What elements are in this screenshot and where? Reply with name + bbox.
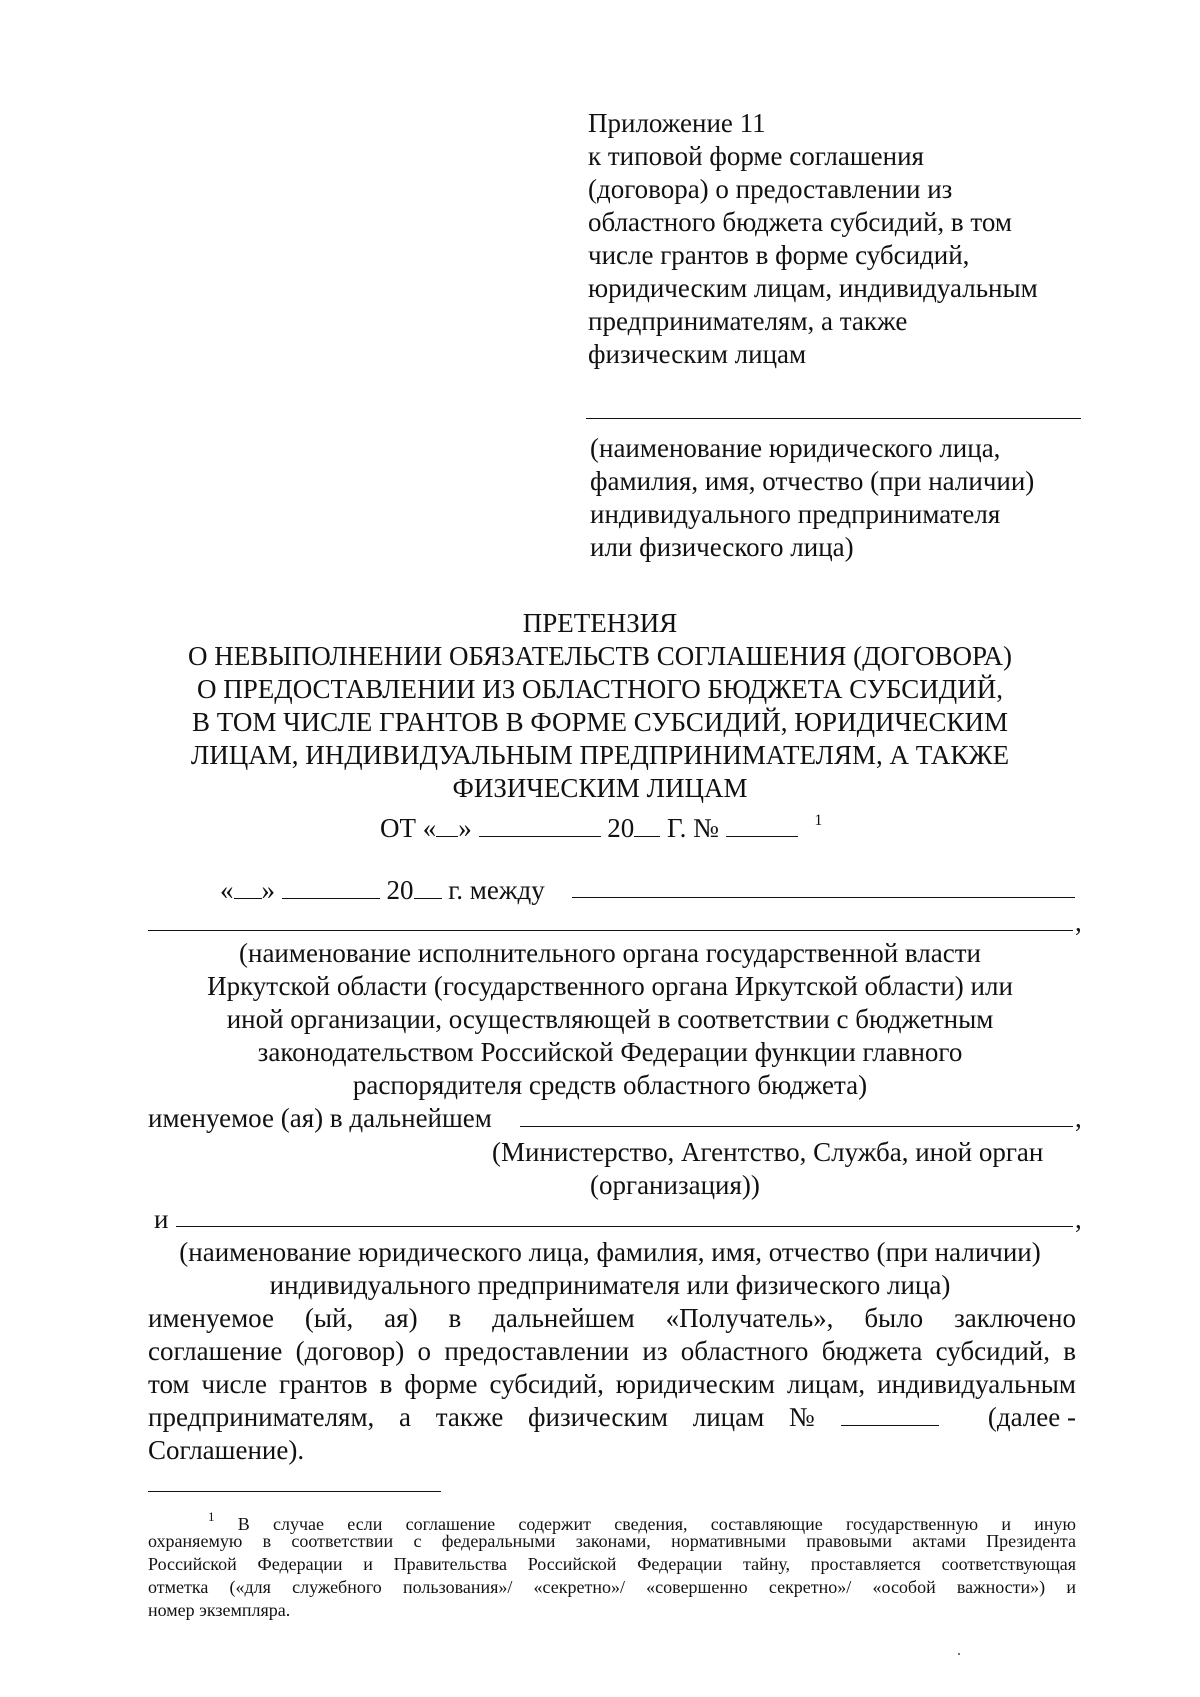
title-line: ПРЕТЕНЗИЯ [522, 608, 678, 638]
title-year-blank [634, 814, 660, 837]
title-year-prefix: 20 [607, 813, 635, 843]
organ-caption-line: законодательством Российской Федерации функции главного [257, 1037, 963, 1067]
paragraph-line: том числе грантов в форме субсидий, юридическим лицам, индивидуальным [148, 1369, 1076, 1399]
and-label: и [154, 1204, 169, 1234]
organ-caption-line: распорядителя средств областного бюджета) [352, 1070, 868, 1100]
paragraph-line-4-right: (далее - [987, 1402, 1076, 1432]
year-prefix: 20 [386, 875, 414, 905]
appendix-line: числе грантов в форме субсидий, [588, 240, 970, 270]
organ-caption-line: иной организации, осуществляющей в соответствии с бюджетным [226, 1004, 994, 1034]
named-blank-line [520, 1126, 1073, 1127]
ministry-caption-line: (организация)) [590, 1170, 760, 1200]
organ-caption-line: (наименование исполнительного органа государственной власти [239, 938, 981, 968]
year-blank [414, 876, 442, 899]
title-number-blank [726, 814, 798, 837]
title-footnote-mark: 1 [814, 812, 823, 829]
comma-mark: , [1075, 1103, 1082, 1133]
comma-mark: , [1075, 907, 1082, 937]
footnote-line: отметка («для служебного пользования»/ «секретно»/ «совершенно секретно»/ «особой важности») и [148, 1577, 1076, 1597]
date-close: » [261, 875, 275, 905]
footnote-line: номер экземпляра. [148, 1600, 291, 1620]
agreement-number-blank [841, 1403, 939, 1426]
party-blank-line-2 [148, 930, 1073, 931]
title-line: О НЕВЫПОЛНЕНИИ ОБЯЗАТЕЛЬСТВ СОГЛАШЕНИЯ (ДОГОВОРА) [187, 641, 1013, 671]
appendix-line: Приложение 11 [588, 108, 766, 138]
title-date-close: » [458, 813, 472, 843]
month-blank [282, 876, 380, 899]
recipient-caption-line: индивидуального предпринимателя или физического лица) [269, 1270, 951, 1300]
appendix-line: предпринимателям, а также [588, 306, 908, 336]
title-date-line [380, 806, 822, 845]
title-month-blank [479, 814, 601, 837]
footnote-mark: 1 [208, 1509, 215, 1524]
addressee-caption-line: или физического лица) [590, 532, 854, 562]
appendix-line: юридическим лицам, индивидуальным [588, 273, 1038, 303]
title-date-open: ОТ « [380, 813, 437, 843]
paragraph-last-line: Соглашение). [148, 1435, 305, 1465]
addressee-blank-line [586, 418, 1081, 419]
appendix-line: (договора) о предоставлении из [588, 174, 953, 204]
addressee-caption-line: (наименование юридического лица, [590, 433, 1001, 463]
addressee-caption-line: фамилия, имя, отчество (при наличии) [590, 466, 1035, 496]
appendix-line: областного бюджета субсидий, в том [588, 207, 1012, 237]
recipient-blank-line [176, 1226, 1073, 1227]
day-blank [234, 876, 262, 899]
paragraph-line: соглашение (договор) о предоставлении из областного бюджета субсидий, в [148, 1336, 1076, 1366]
title-line: ФИЗИЧЕСКИМ ЛИЦАМ [452, 773, 748, 803]
paragraph-line-4-left: предпринимателям, а также физическим лицам № [148, 1402, 815, 1432]
footnote-separator [148, 1491, 441, 1492]
appendix-line: физическим лицам [588, 339, 807, 369]
addressee-caption-line: индивидуального предпринимателя [590, 499, 1001, 529]
agreement-date-line [220, 874, 545, 907]
comma-mark: , [1075, 1204, 1082, 1234]
footnote-line-text: В случае если соглашение содержит сведения, составляющие государственную и иную [237, 1514, 1076, 1534]
footnote-line: Российской Федерации и Правительства Российской Федерации тайну, проставляется соответствующая [148, 1554, 1076, 1574]
ministry-caption-line: (Министерство, Агентство, Служба, иной орган [492, 1137, 1044, 1167]
organ-caption-line: Иркутской области (государственного органа Иркутской области) или [207, 971, 1013, 1001]
title-day-blank [436, 814, 458, 837]
paragraph-line: именуемое (ый, ая) в дальнейшем «Получатель», было заключено [148, 1303, 1076, 1333]
date-open: « [220, 875, 234, 905]
year-suffix: г. между [448, 875, 545, 905]
paragraph-line-4 [148, 1401, 1076, 1434]
named-label: именуемое (ая) в дальнейшем [148, 1103, 492, 1133]
title-line: О ПРЕДОСТАВЛЕНИИ ИЗ ОБЛАСТНОГО БЮДЖЕТА СУБСИДИЙ, [197, 674, 1003, 704]
title-line: В ТОМ ЧИСЛЕ ГРАНТОВ В ФОРМЕ СУБСИДИЙ, ЮРИДИЧЕСКИМ [191, 707, 1009, 737]
recipient-caption-line: (наименование юридического лица, фамилия, имя, отчество (при наличии) [179, 1237, 1041, 1267]
title-line: ЛИЦАМ, ИНДИВИДУАЛЬНЫМ ПРЕДПРИНИМАТЕЛЯМ, А ТАКЖЕ [190, 740, 1010, 770]
party-blank-line-1 [572, 897, 1075, 898]
title-year-suffix: Г. № [667, 813, 719, 843]
scan-speck [958, 1653, 960, 1655]
footnote-line: охраняемую в соответствии с федеральными законами, нормативными правовыми актами Президента [148, 1531, 1076, 1551]
appendix-line: к типовой форме соглашения [588, 141, 924, 171]
